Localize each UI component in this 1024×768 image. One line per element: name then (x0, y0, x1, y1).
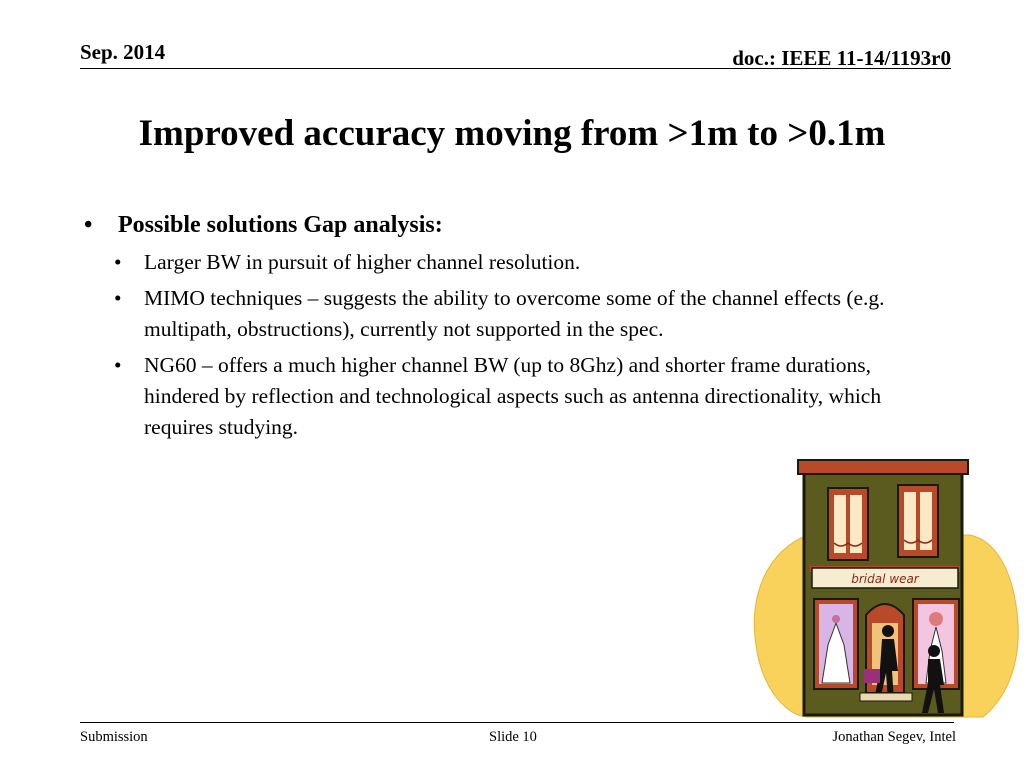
footer-slide-number: Slide 10 (489, 729, 537, 745)
upper-window-left (828, 488, 868, 560)
sub-bullet-text: MIMO techniques – suggests the ability to overcome some of the channel effects (e.g. multipath, obstructions), currently not supported in the spec. (144, 286, 885, 341)
bullet-glyph: • (114, 353, 122, 377)
bridal-shop-clipart (748, 455, 1024, 721)
footer-author: Jonathan Segev, Intel (832, 729, 956, 745)
roof-cornice (798, 460, 968, 474)
display-window-left (814, 599, 858, 689)
bullet-glyph: • (84, 212, 93, 238)
bullet-glyph: • (114, 286, 122, 310)
sub-bullet (114, 247, 924, 278)
slide-title: Improved accuracy moving from >1m to >0.1m (138, 113, 886, 154)
footer-divider (80, 722, 954, 723)
sub-bullet-text: NG60 – offers a much higher channel BW (up to 8Ghz) and shorter frame durations, hindered by reflection and technological aspects such as antenna directionality, which requires studying. (144, 353, 882, 439)
footer-submission: Submission (80, 729, 148, 745)
sub-bullet (114, 350, 924, 443)
shop-sign-text: bridal wear (851, 572, 919, 586)
entrance-step (860, 693, 912, 701)
header-divider (80, 68, 951, 69)
main-bullet-text: Possible solutions Gap analysis: (118, 212, 443, 238)
bullet-glyph: • (114, 250, 122, 274)
bullet-list (84, 212, 924, 448)
header-date: Sep. 2014 (80, 40, 166, 64)
upper-window-right (898, 485, 938, 557)
main-bullet (84, 212, 924, 239)
header-doc-id: doc.: IEEE 11-14/1193r0 (732, 46, 951, 70)
sub-bullet (114, 283, 924, 345)
sub-bullet-text: Larger BW in pursuit of higher channel resolution. (144, 250, 581, 274)
